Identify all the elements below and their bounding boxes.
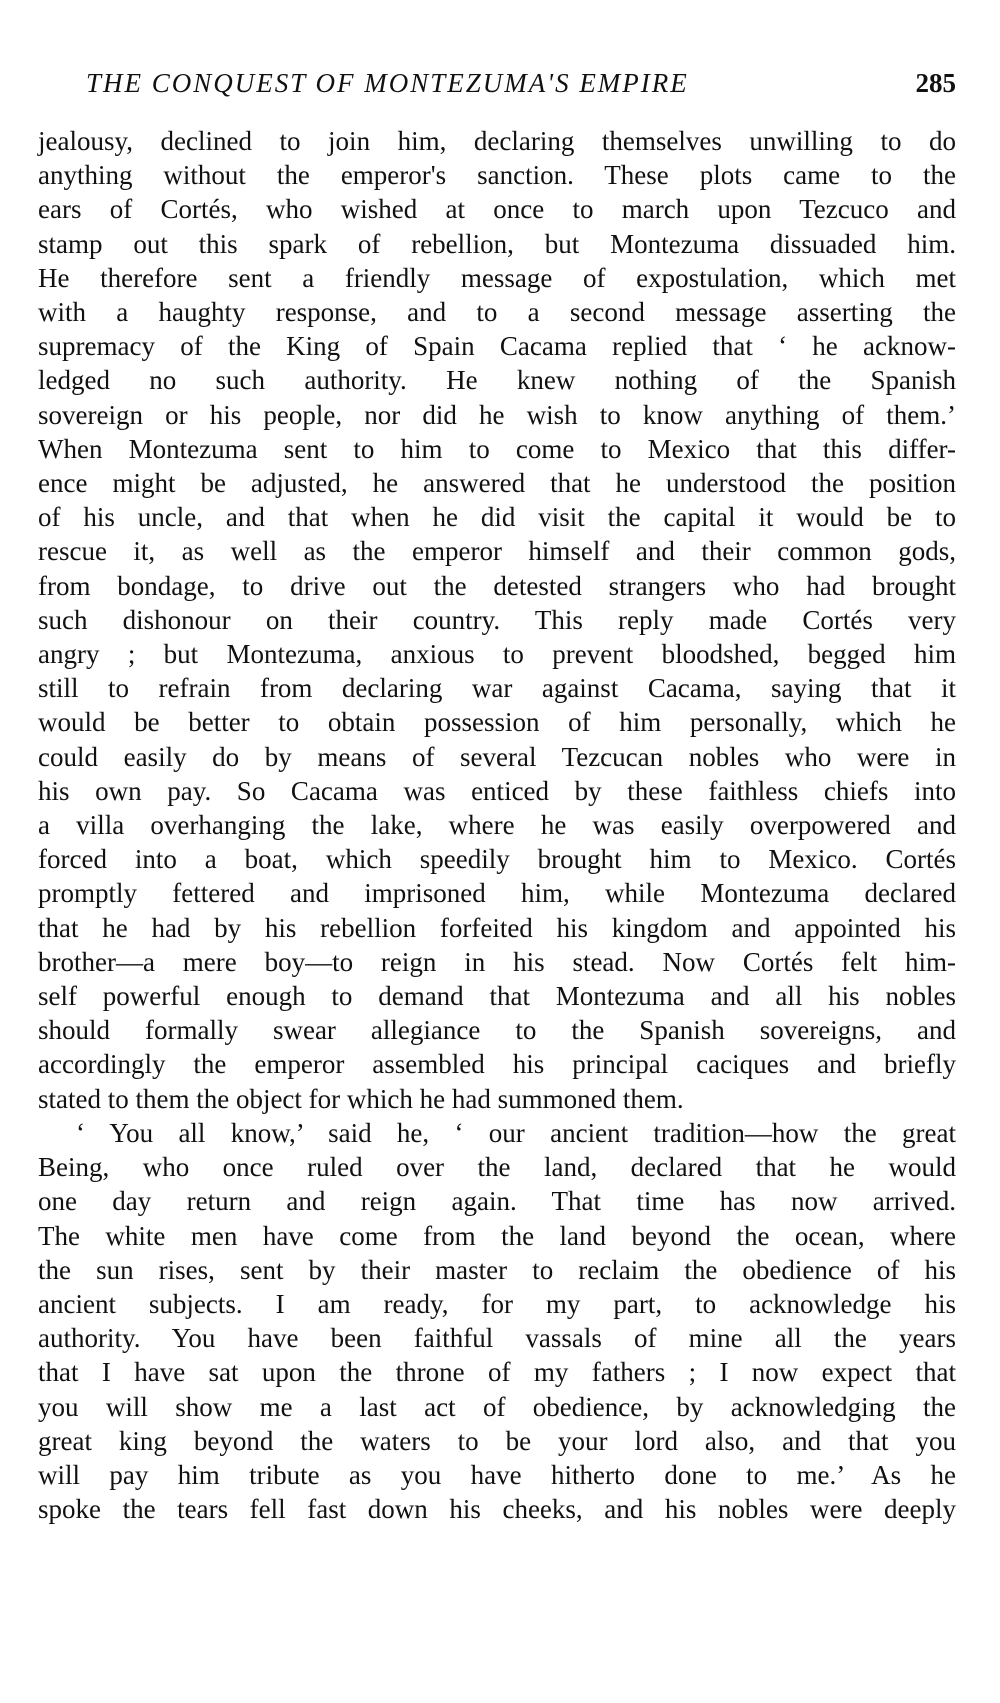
text-line: self powerful enough to demand that Montezuma and all his nobles (38, 981, 956, 1012)
text-line: ledged no such authority. He knew nothing of the Spanish (38, 365, 956, 396)
text-line: great king beyond the waters to be your lord also, and that you (38, 1425, 956, 1456)
text-line: you will show me a last act of obedience, by acknowledging the (38, 1391, 956, 1422)
text-line: stated to them the object for which he had summoned them. (38, 1083, 684, 1114)
text-line: could easily do by means of several Tezcucan nobles who were in (38, 741, 956, 772)
text-line: brother—a mere boy—to reign in his stead. Now Cortés felt him- (38, 946, 956, 977)
text-line: Being, who once ruled over the land, declared that he would (38, 1152, 956, 1183)
text-line: that I have sat upon the throne of my fathers ; I now expect that (38, 1357, 956, 1388)
body-text (38, 124, 956, 1526)
text-line: supremacy of the King of Spain Cacama replied that ‘ he acknow- (38, 331, 956, 362)
paragraph (38, 124, 956, 1116)
text-line: forced into a boat, which speedily brought him to Mexico. Cortés (38, 844, 956, 875)
page-number: 285 (915, 68, 956, 98)
text-line: promptly fettered and imprisoned him, while Montezuma declared (38, 878, 956, 909)
text-line: such dishonour on their country. This reply made Cortés very (38, 604, 956, 635)
text-line: with a haughty response, and to a second message asserting the (38, 297, 956, 328)
text-line: authority. You have been faithful vassals of mine all the years (38, 1323, 956, 1354)
text-line: He therefore sent a friendly message of expostulation, which met (38, 262, 956, 293)
text-line: still to refrain from declaring war against Cacama, saying that it (38, 673, 956, 704)
text-line: When Montezuma sent to him to come to Mexico that this differ- (38, 433, 956, 464)
text-line: from bondage, to drive out the detested strangers who had brought (38, 570, 956, 601)
book-page (38, 60, 956, 1526)
text-line: should formally swear allegiance to the Spanish sovereigns, and (38, 1015, 956, 1046)
text-line: ears of Cortés, who wished at once to march upon Tezcuco and (38, 194, 956, 225)
text-line: sovereign or his people, nor did he wish to know anything of them.’ (38, 399, 956, 430)
text-line: ‘ You all know,’ said he, ‘ our ancient tradition—how the great (76, 1117, 956, 1148)
text-line: ence might be adjusted, he answered that he understood the position (38, 468, 956, 499)
text-line: that he had by his rebellion forfeited his kingdom and appointed his (38, 912, 956, 943)
paragraph (38, 1116, 956, 1526)
text-line: the sun rises, sent by their master to reclaim the obedience of his (38, 1254, 956, 1285)
text-line: jealousy, declined to join him, declaring themselves unwilling to do (38, 126, 956, 156)
running-title: THE CONQUEST OF MONTEZUMA'S EMPIRE (86, 68, 689, 98)
text-line: angry ; but Montezuma, anxious to prevent bloodshed, begged him (38, 639, 956, 670)
text-line: spoke the tears fell fast down his cheeks, and his nobles were deeply (38, 1494, 956, 1525)
text-line: ancient subjects. I am ready, for my part, to acknowledge his (38, 1288, 956, 1319)
text-line: rescue it, as well as the emperor himself and their common gods, (38, 536, 956, 567)
running-head (38, 60, 956, 112)
text-line: The white men have come from the land beyond the ocean, where (38, 1220, 956, 1251)
text-line: will pay him tribute as you have hitherto done to me.’ As he (38, 1459, 956, 1490)
text-line: a villa overhanging the lake, where he was easily overpowered and (38, 810, 956, 841)
text-line: stamp out this spark of rebellion, but Montezuma dissuaded him. (38, 228, 956, 259)
text-line: would be better to obtain possession of him personally, which he (38, 707, 956, 738)
text-line: of his uncle, and that when he did visit the capital it would be to (38, 502, 956, 533)
text-line: anything without the emperor's sanction. These plots came to the (38, 160, 956, 191)
text-line: one day return and reign again. That time has now arrived. (38, 1186, 956, 1217)
text-line: his own pay. So Cacama was enticed by these faithless chiefs into (38, 775, 956, 806)
text-line: accordingly the emperor assembled his principal caciques and briefly (38, 1049, 956, 1080)
